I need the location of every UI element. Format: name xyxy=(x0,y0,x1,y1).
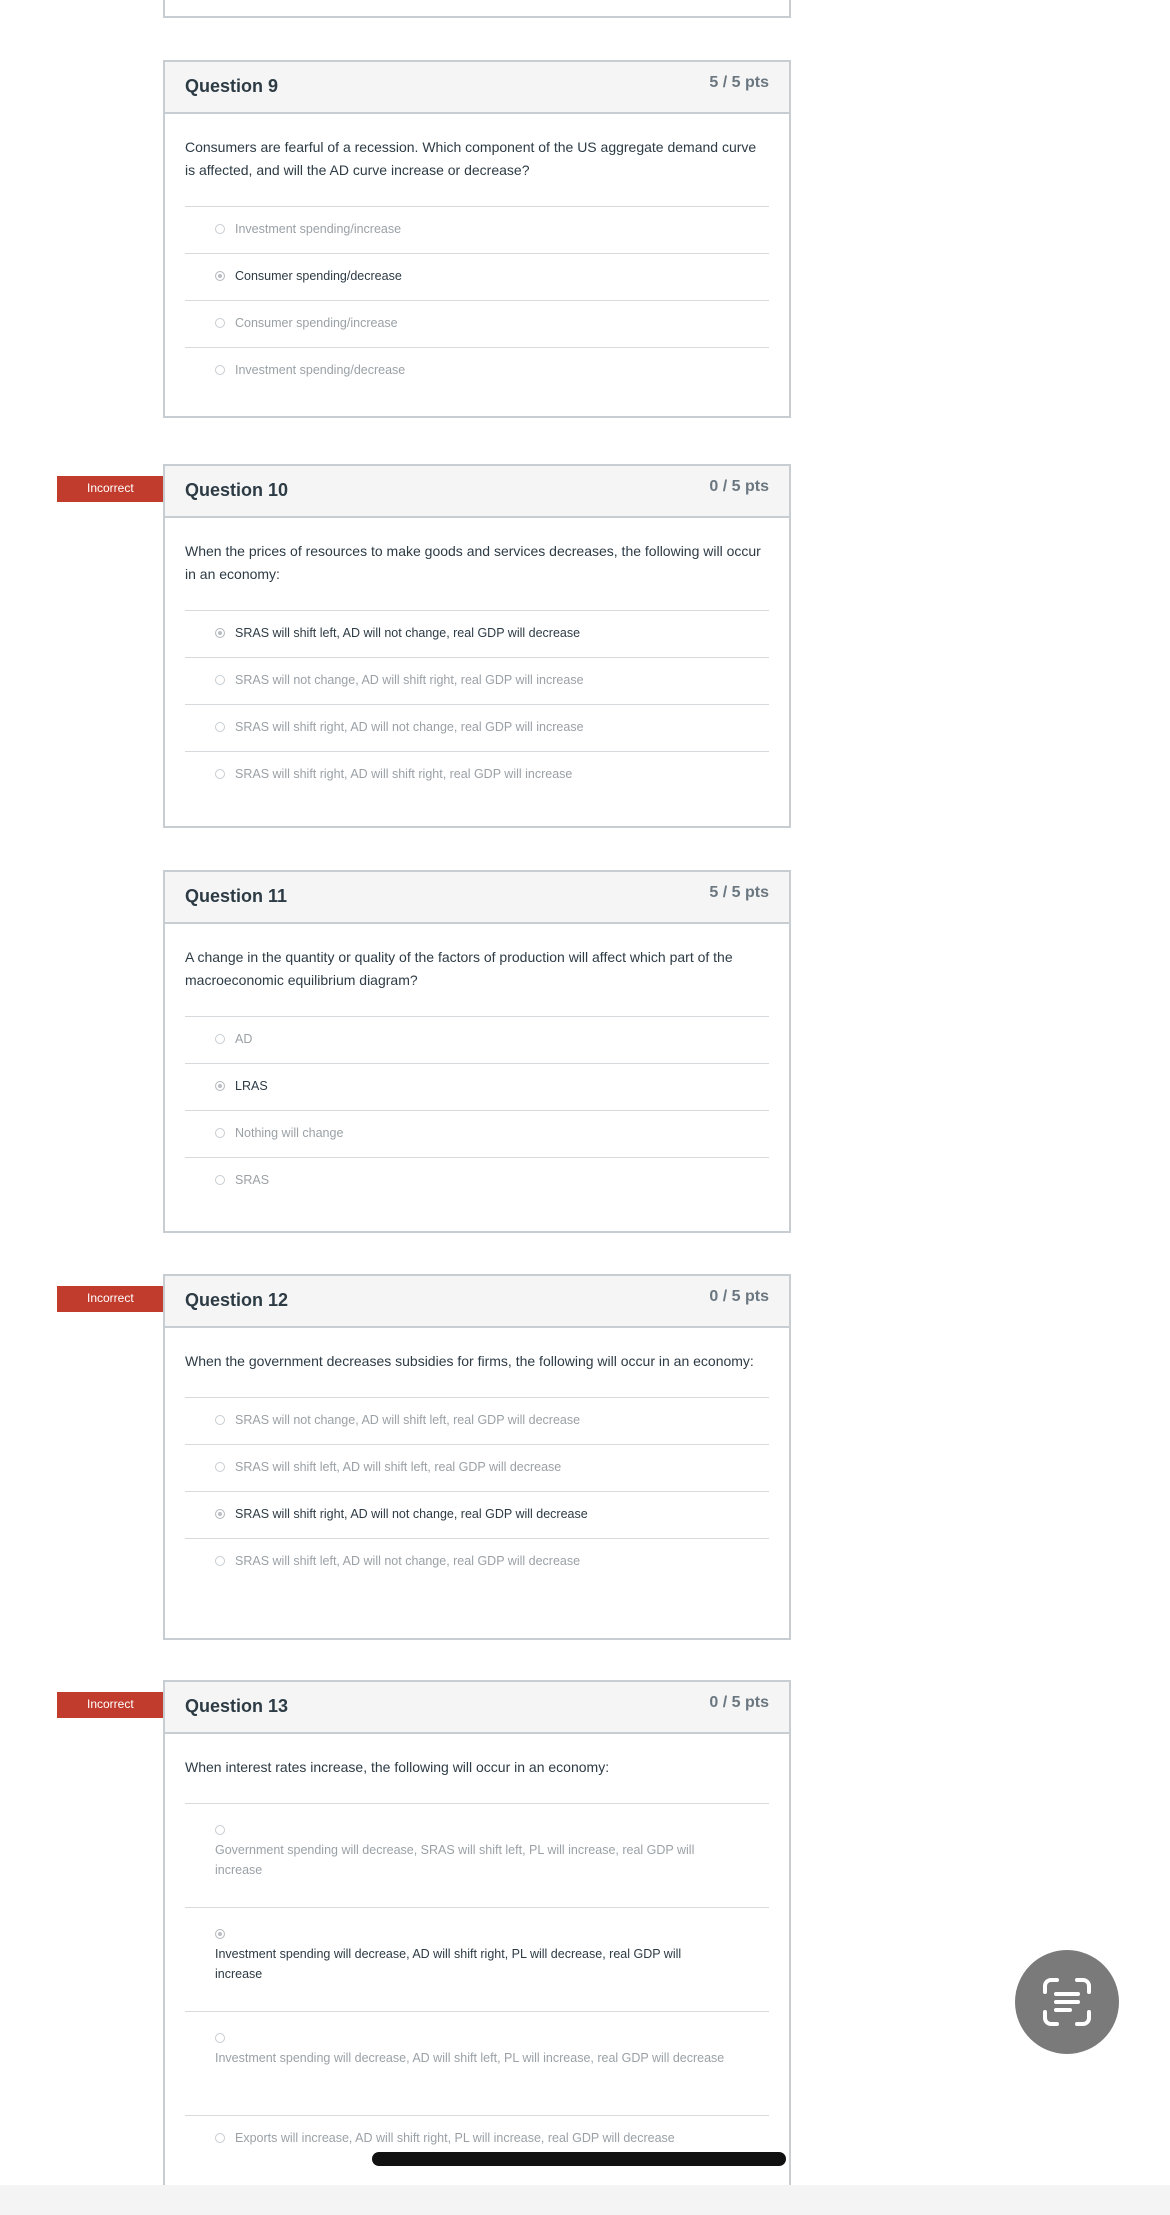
answer-text: AD xyxy=(235,1032,253,1046)
answer-option xyxy=(185,348,769,394)
answer-text: SRAS will shift right, AD will not change, real GDP will increase xyxy=(235,720,584,734)
answer-text: LRAS xyxy=(235,1079,268,1093)
question-points: 0 / 5 pts xyxy=(709,1288,769,1305)
radio-button xyxy=(215,769,225,779)
answer-list xyxy=(185,1016,769,1204)
home-indicator[interactable] xyxy=(372,2152,786,2166)
question-header xyxy=(165,1682,789,1734)
answer-option xyxy=(185,705,769,752)
answer-text: SRAS will not change, AD will shift right, real GDP will increase xyxy=(235,673,584,687)
answer-text: Exports will increase, AD will shift right, PL will increase, real GDP will decrease xyxy=(235,2131,675,2145)
radio-button xyxy=(215,2133,225,2143)
radio-button xyxy=(215,722,225,732)
answer-option xyxy=(185,301,769,348)
question-title: Question 12 xyxy=(185,1290,289,1310)
question-text: When interest rates increase, the following will occur in an economy: xyxy=(185,1759,610,1775)
answer-list xyxy=(185,1803,769,2162)
answer-text: SRAS will shift left, AD will not change, real GDP will decrease xyxy=(235,626,581,640)
radio-button xyxy=(215,318,225,328)
radio-button-checked xyxy=(215,1509,225,1519)
question-9-card xyxy=(163,60,791,418)
question-text: Consumers are fearful of a recession. Which component of the US aggregate demand curve is affected, and will the AD curve increase or decrease? xyxy=(185,139,757,178)
radio-button xyxy=(215,224,225,234)
radio-button xyxy=(215,1462,225,1472)
answer-option-selected xyxy=(185,611,769,658)
answer-option xyxy=(185,1804,769,1908)
answer-option xyxy=(185,1158,769,1204)
incorrect-badge xyxy=(57,476,163,502)
answer-option-selected xyxy=(185,1064,769,1111)
radio-button-checked xyxy=(215,271,225,281)
question-title: Question 13 xyxy=(185,1696,289,1716)
question-header xyxy=(165,1276,789,1328)
radio-button-checked xyxy=(215,1081,225,1091)
question-points: 5 / 5 pts xyxy=(709,74,769,91)
radio-button xyxy=(215,1175,225,1185)
answer-text: Investment spending will decrease, AD will shift right, PL will decrease, real GDP will increase xyxy=(215,1947,682,1981)
answer-option xyxy=(185,2012,769,2116)
radio-button xyxy=(215,1825,225,1835)
answer-option xyxy=(185,207,769,254)
incorrect-badge xyxy=(57,1692,163,1718)
answer-text: SRAS xyxy=(235,1173,270,1187)
answer-list xyxy=(185,1397,769,1585)
question-title: Question 11 xyxy=(185,886,288,906)
answer-text: SRAS will shift left, AD will not change, real GDP will decrease xyxy=(235,1554,581,1568)
question-title: Question 9 xyxy=(185,76,279,96)
radio-button xyxy=(215,675,225,685)
question-points: 5 / 5 pts xyxy=(709,884,769,901)
answer-text: Consumer spending/increase xyxy=(235,316,398,330)
incorrect-badge-label: Incorrect xyxy=(87,481,134,495)
answer-text: Investment spending/increase xyxy=(235,222,402,236)
radio-button xyxy=(215,1128,225,1138)
question-12-card xyxy=(163,1274,791,1640)
radio-button-checked xyxy=(215,1929,225,1939)
question-title: Question 10 xyxy=(185,480,289,500)
radio-button xyxy=(215,1415,225,1425)
question-text: When the prices of resources to make goods and services decreases, the following will occur in an economy: xyxy=(185,543,761,582)
radio-button xyxy=(215,365,225,375)
question-header xyxy=(165,872,789,924)
text-scan-button[interactable] xyxy=(1015,1950,1119,2054)
answer-text: Government spending will decrease, SRAS will shift left, PL will increase, real GDP will increase xyxy=(215,1843,695,1877)
question-text: A change in the quantity or quality of the factors of production will affect which part of the macroeconomic equilibrium diagram? xyxy=(185,949,733,988)
question-13-card xyxy=(163,1680,791,2192)
answer-option-selected xyxy=(185,254,769,301)
answer-option xyxy=(185,1111,769,1158)
previous-question-card xyxy=(163,0,791,18)
answer-text: SRAS will shift right, AD will not change, real GDP will decrease xyxy=(235,1507,588,1521)
question-text: When the government decreases subsidies for firms, the following will occur in an economy: xyxy=(185,1353,754,1369)
answer-text: Consumer spending/decrease xyxy=(235,269,402,283)
answer-option xyxy=(185,1017,769,1064)
question-header xyxy=(165,62,789,114)
answer-option xyxy=(185,752,769,798)
answer-option xyxy=(185,1539,769,1585)
answer-option-selected xyxy=(185,1908,769,2012)
answer-option xyxy=(185,1445,769,1492)
answer-option xyxy=(185,658,769,705)
radio-button xyxy=(215,2033,225,2043)
answer-text: Nothing will change xyxy=(235,1126,344,1140)
question-header xyxy=(165,466,789,518)
question-points: 0 / 5 pts xyxy=(709,1694,769,1711)
answer-text: SRAS will not change, AD will shift left, real GDP will decrease xyxy=(235,1413,581,1427)
answer-option-selected xyxy=(185,1492,769,1539)
answer-list xyxy=(185,610,769,798)
answer-text: SRAS will shift left, AD will shift left, real GDP will decrease xyxy=(235,1460,562,1474)
question-10-card xyxy=(163,464,791,828)
radio-button xyxy=(215,1556,225,1566)
answer-option xyxy=(185,1398,769,1445)
radio-button xyxy=(215,1034,225,1044)
text-scan-icon xyxy=(1041,1976,1093,2028)
question-11-card xyxy=(163,870,791,1233)
answer-text: Investment spending will decrease, AD will shift left, PL will increase, real GDP will decrease xyxy=(215,2051,725,2065)
incorrect-badge-label: Incorrect xyxy=(87,1291,134,1305)
radio-button-checked xyxy=(215,628,225,638)
bottom-bar-area xyxy=(0,2185,1170,2215)
question-points: 0 / 5 pts xyxy=(709,478,769,495)
answer-list xyxy=(185,206,769,394)
answer-text: SRAS will shift right, AD will shift right, real GDP will increase xyxy=(235,767,573,781)
answer-text: Investment spending/decrease xyxy=(235,363,406,377)
incorrect-badge-label: Incorrect xyxy=(87,1697,134,1711)
incorrect-badge xyxy=(57,1286,163,1312)
